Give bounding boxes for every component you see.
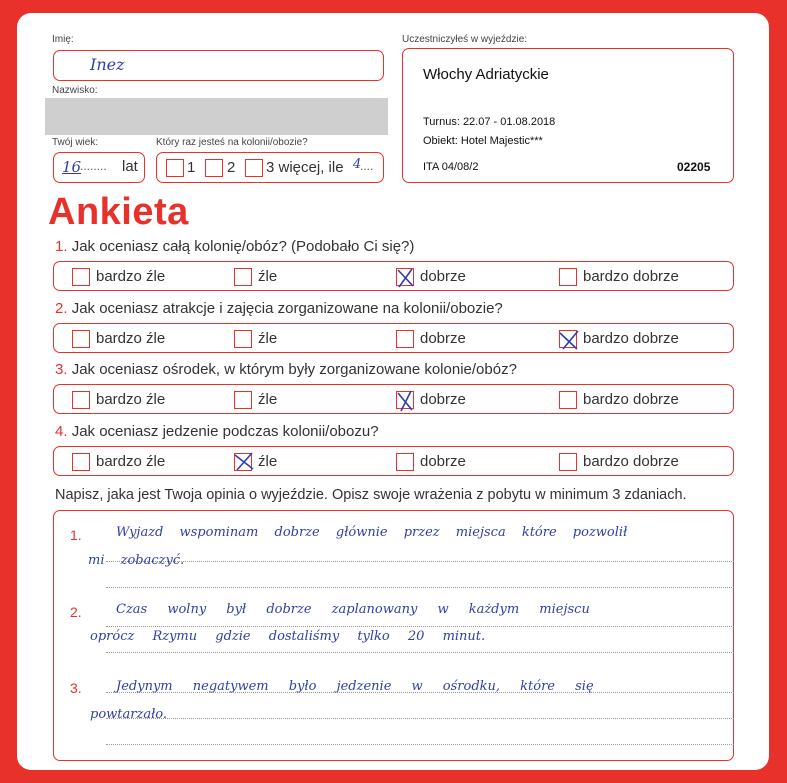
q3-label-dobrze: dobrze	[420, 391, 466, 408]
times-field	[156, 152, 384, 183]
opinion-prompt: Napisz, jaka jest Twoja opinia o wyjeździe. Opisz swoje wrażenia z pobytu w minimum 3 zdaniach.	[55, 487, 687, 503]
question-3-number: 3.	[55, 361, 68, 378]
times-checkbox-3[interactable]	[245, 159, 263, 177]
question-1	[55, 238, 414, 255]
trip-destination: Włochy Adriatyckie	[423, 66, 549, 83]
writing-line	[106, 561, 734, 562]
q2-checkbox-dobrze[interactable]	[396, 330, 414, 348]
q3-label-zle: źle	[258, 391, 278, 408]
q4-label-zle: źle	[258, 453, 278, 470]
trip-turnus: Turnus: 22.07 - 01.08.2018	[423, 116, 556, 128]
times-checkbox-2[interactable]	[205, 159, 223, 177]
survey-sheet	[17, 13, 769, 770]
trip-label: Uczestniczyłeś w wyjeździe:	[402, 34, 528, 45]
times-label: Który raz jesteś na kolonii/obozie?	[156, 137, 308, 148]
writing-line	[106, 587, 734, 588]
writing-line	[106, 626, 734, 627]
question-2	[55, 300, 503, 317]
q1-label-dobrze: dobrze	[420, 268, 466, 285]
q1-checkbox-zle[interactable]	[234, 268, 252, 286]
answer-2-line-2: oprócz Rzymu gdzie dostaliśmy tylko 20 minut.	[90, 629, 486, 644]
q2-checkbox-bardzo-zle[interactable]	[72, 330, 90, 348]
answer-1-line-2: mi zobaczyć.	[88, 553, 185, 568]
q2-label-dobrze: dobrze	[420, 330, 466, 347]
times-checkbox-1[interactable]	[166, 159, 184, 177]
trip-object: Obiekt: Hotel Majestic***	[423, 135, 543, 147]
q2-checkbox-bardzo-dobrze[interactable]	[559, 330, 577, 348]
q1-label-zle: źle	[258, 268, 278, 285]
question-2-number: 2.	[55, 300, 68, 317]
times-option-2: 2	[227, 159, 236, 176]
q4-checkbox-bardzo-dobrze[interactable]	[559, 453, 577, 471]
q1-checkbox-dobrze[interactable]	[396, 268, 414, 286]
trip-code: ITA 04/08/2	[423, 161, 479, 173]
q4-checkbox-bardzo-zle[interactable]	[72, 453, 90, 471]
age-value: 16	[62, 158, 82, 176]
q1-label-bardzo-zle: bardzo źle	[96, 268, 166, 285]
answer-1-line-1: Wyjazd wspominam dobrze głównie przez miejsca które pozwolił	[116, 525, 628, 540]
answer-1-number: 1.	[70, 527, 82, 543]
q4-checkbox-zle[interactable]	[234, 453, 252, 471]
answer-3-number: 3.	[70, 680, 82, 696]
q3-label-bardzo-dobrze: bardzo dobrze	[583, 391, 679, 408]
times-option-1: 1	[187, 159, 196, 176]
question-1-number: 1.	[55, 238, 68, 255]
check-mark-icon	[234, 452, 256, 472]
answer-2-line-1: Czas wolny był dobrze zaplanowany w każdym miejscu	[116, 602, 590, 617]
q3-checkbox-bardzo-dobrze[interactable]	[559, 391, 577, 409]
question-2-text: Jak oceniasz atrakcje i zajęcia zorganizowane na kolonii/obozie?	[71, 300, 503, 317]
q4-label-dobrze: dobrze	[420, 453, 466, 470]
q2-checkbox-zle[interactable]	[234, 330, 252, 348]
question-4-text: Jak oceniasz jedzenie podczas kolonii/obozu?	[71, 423, 379, 440]
check-mark-icon	[396, 267, 416, 289]
question-1-text: Jak oceniasz całą kolonię/obóz? (Podobało Ci się?)	[71, 238, 415, 255]
age-unit: lat	[122, 158, 138, 175]
q4-label-bardzo-dobrze: bardzo dobrze	[583, 453, 679, 470]
q3-checkbox-dobrze[interactable]	[396, 391, 414, 409]
surname-label: Nazwisko:	[52, 85, 98, 96]
answer-2-number: 2.	[70, 604, 82, 620]
question-4-options	[53, 446, 734, 476]
survey-title: Ankieta	[48, 191, 189, 233]
question-1-options	[53, 261, 734, 291]
age-dots: ........	[80, 159, 107, 173]
question-3-text: Jak oceniasz ośrodek, w którym były zorganizowane kolonie/obóz?	[71, 361, 517, 378]
writing-line	[106, 718, 734, 719]
q3-checkbox-bardzo-zle[interactable]	[72, 391, 90, 409]
name-field[interactable]	[53, 50, 384, 81]
times-dots: ....	[360, 159, 374, 173]
trip-number: 02205	[677, 160, 711, 174]
writing-line	[106, 744, 734, 745]
times-value: 4	[353, 157, 362, 172]
opinion-box[interactable]	[53, 510, 734, 761]
writing-line	[106, 652, 734, 653]
times-option-3: 3 więcej, ile	[266, 159, 344, 176]
check-mark-icon	[559, 329, 581, 351]
question-3-options	[53, 384, 734, 414]
check-mark-icon	[396, 390, 416, 412]
age-label: Twój wiek:	[52, 137, 99, 148]
q1-checkbox-bardzo-zle[interactable]	[72, 268, 90, 286]
question-2-options	[53, 323, 734, 353]
q4-label-bardzo-zle: bardzo źle	[96, 453, 166, 470]
q4-checkbox-dobrze[interactable]	[396, 453, 414, 471]
q1-checkbox-bardzo-dobrze[interactable]	[559, 268, 577, 286]
q2-label-zle: źle	[258, 330, 278, 347]
q2-label-bardzo-dobrze: bardzo dobrze	[583, 330, 679, 347]
question-4	[55, 423, 379, 440]
q3-label-bardzo-zle: bardzo źle	[96, 391, 166, 408]
trip-box	[402, 48, 734, 183]
answer-3-line-2: powtarzało.	[90, 707, 168, 722]
q2-label-bardzo-zle: bardzo źle	[96, 330, 166, 347]
answer-3-line-1: Jedynym negatywem było jedzenie w ośrodku, które się	[116, 679, 594, 694]
question-4-number: 4.	[55, 423, 68, 440]
surname-redacted	[45, 98, 388, 135]
q1-label-bardzo-dobrze: bardzo dobrze	[583, 268, 679, 285]
question-3	[55, 361, 517, 378]
name-value: Inez	[90, 55, 125, 74]
age-field[interactable]	[53, 152, 145, 183]
name-label: Imię:	[52, 34, 74, 45]
q3-checkbox-zle[interactable]	[234, 391, 252, 409]
